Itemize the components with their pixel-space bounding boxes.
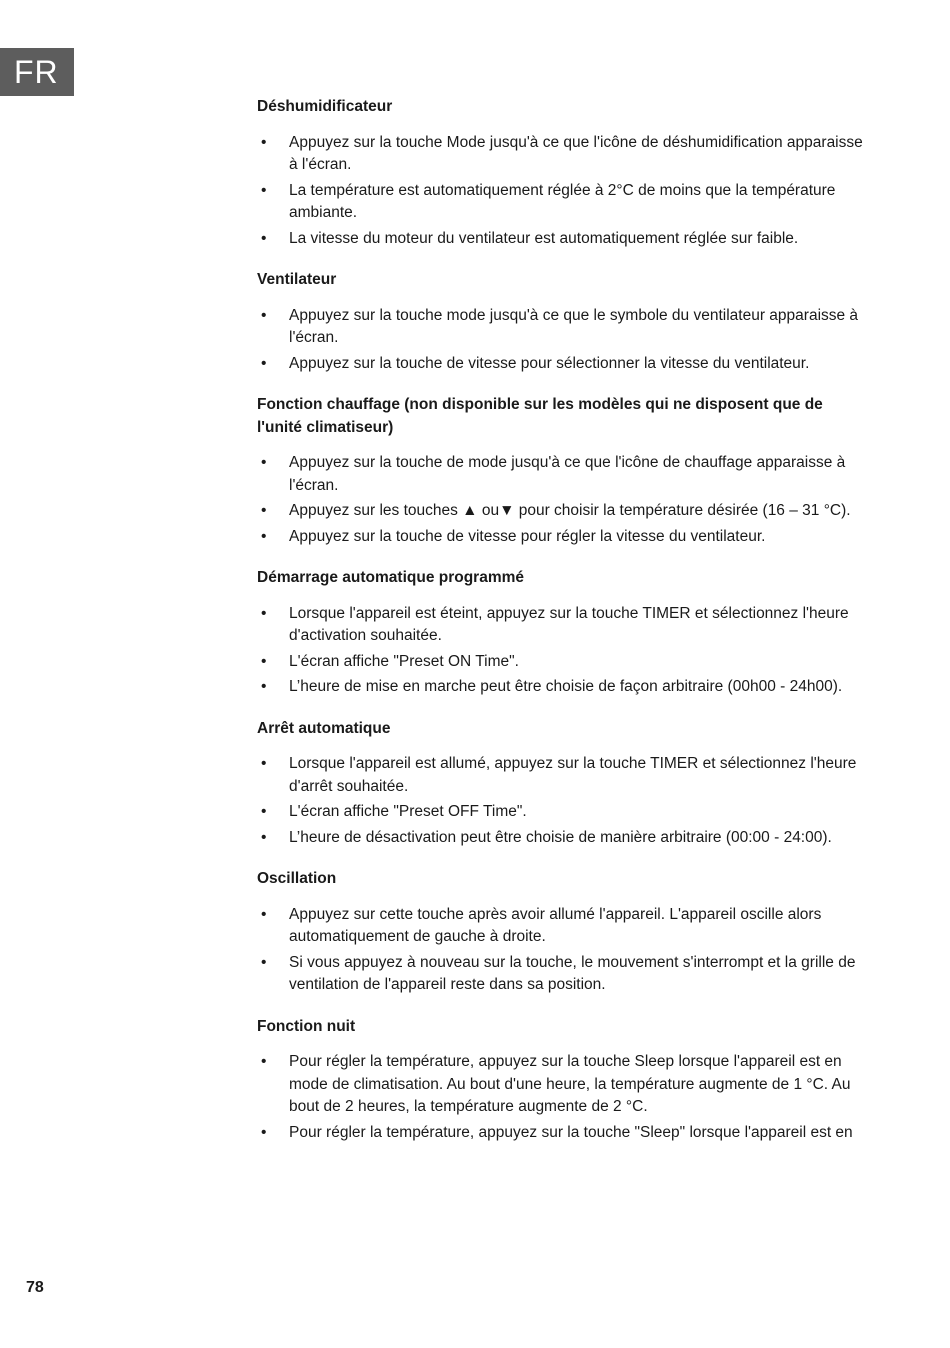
list-item: • Appuyez sur les touches ▲ ou▼ pour choisir la température désirée (16 – 31 °C). xyxy=(257,500,869,523)
section-heading: Ventilateur xyxy=(257,271,337,288)
section-heading: Déshumidificateur xyxy=(257,98,393,115)
section-heating xyxy=(257,394,869,548)
section-heading: Oscillation xyxy=(257,870,337,887)
section-heading: Fonction chauffage (non disponible sur les modèles qui ne disposent que de l'unité climatiseur) xyxy=(257,396,823,436)
section-auto-start xyxy=(257,567,869,699)
section-auto-stop xyxy=(257,718,869,850)
page-number: 78 xyxy=(26,1279,44,1296)
language-tab: FR xyxy=(0,48,74,96)
list-item: • Si vous appuyez à nouveau sur la touche, le mouvement s'interrompt et la grille de ventilation de l'appareil reste dans sa position. xyxy=(257,952,869,997)
list-item: • Appuyez sur la touche de vitesse pour régler la vitesse du ventilateur. xyxy=(257,526,869,549)
list-item: • L'écran affiche "Preset OFF Time". xyxy=(257,801,869,824)
list-item: • Appuyez sur la touche mode jusqu'à ce que le symbole du ventilateur apparaisse à l'écran. xyxy=(257,305,869,350)
list-item: • L’heure de désactivation peut être choisie de manière arbitraire (00:00 - 24:00). xyxy=(257,827,869,850)
bullet-list xyxy=(257,904,869,997)
list-item: • Appuyez sur cette touche après avoir allumé l'appareil. L'appareil oscille alors automatiquement de gauche à droite. xyxy=(257,904,869,949)
section-oscillation xyxy=(257,868,869,997)
section-fan xyxy=(257,269,869,375)
list-item: • Appuyez sur la touche de mode jusqu'à ce que l'icône de chauffage apparaisse à l'écran. xyxy=(257,452,869,497)
list-item: • Lorsque l'appareil est éteint, appuyez sur la touche TIMER et sélectionnez l'heure d'activation souhaitée. xyxy=(257,603,869,648)
list-item: • Appuyez sur la touche de vitesse pour sélectionner la vitesse du ventilateur. xyxy=(257,353,869,376)
list-item: • Appuyez sur la touche Mode jusqu'à ce que l'icône de déshumidification apparaisse à l'écran. xyxy=(257,132,869,177)
bullet-list xyxy=(257,1051,869,1144)
section-dehumidifier xyxy=(257,96,869,250)
section-heading: Arrêt automatique xyxy=(257,719,391,737)
section-heading: Fonction nuit xyxy=(257,1017,356,1035)
bullet-list xyxy=(257,305,869,376)
bullet-list xyxy=(257,753,869,849)
document-body xyxy=(257,96,869,1163)
list-item: • La vitesse du moteur du ventilateur est automatiquement réglée sur faible. xyxy=(257,228,869,251)
bullet-list xyxy=(257,452,869,548)
list-item: • La température est automatiquement réglée à 2°C de moins que la température ambiante. xyxy=(257,180,869,225)
bullet-list xyxy=(257,603,869,699)
section-heading: Démarrage automatique programmé xyxy=(257,569,525,586)
list-item: • Pour régler la température, appuyez sur la touche Sleep lorsque l'appareil est en mode de climatisation. Au bout d'une heure, la température augmente de 1 °C. Au bout de 2 heures, la température augmente de 2 °C. xyxy=(257,1051,869,1119)
list-item: • L'écran affiche "Preset ON Time". xyxy=(257,651,869,674)
bullet-list xyxy=(257,132,869,251)
section-night-mode xyxy=(257,1016,869,1145)
list-item: • Pour régler la température, appuyez sur la touche "Sleep" lorsque l'appareil est en xyxy=(257,1122,869,1145)
list-item: • L’heure de mise en marche peut être choisie de façon arbitraire (00h00 - 24h00). xyxy=(257,676,869,699)
list-item: • Lorsque l'appareil est allumé, appuyez sur la touche TIMER et sélectionnez l'heure d'arrêt souhaitée. xyxy=(257,753,869,798)
